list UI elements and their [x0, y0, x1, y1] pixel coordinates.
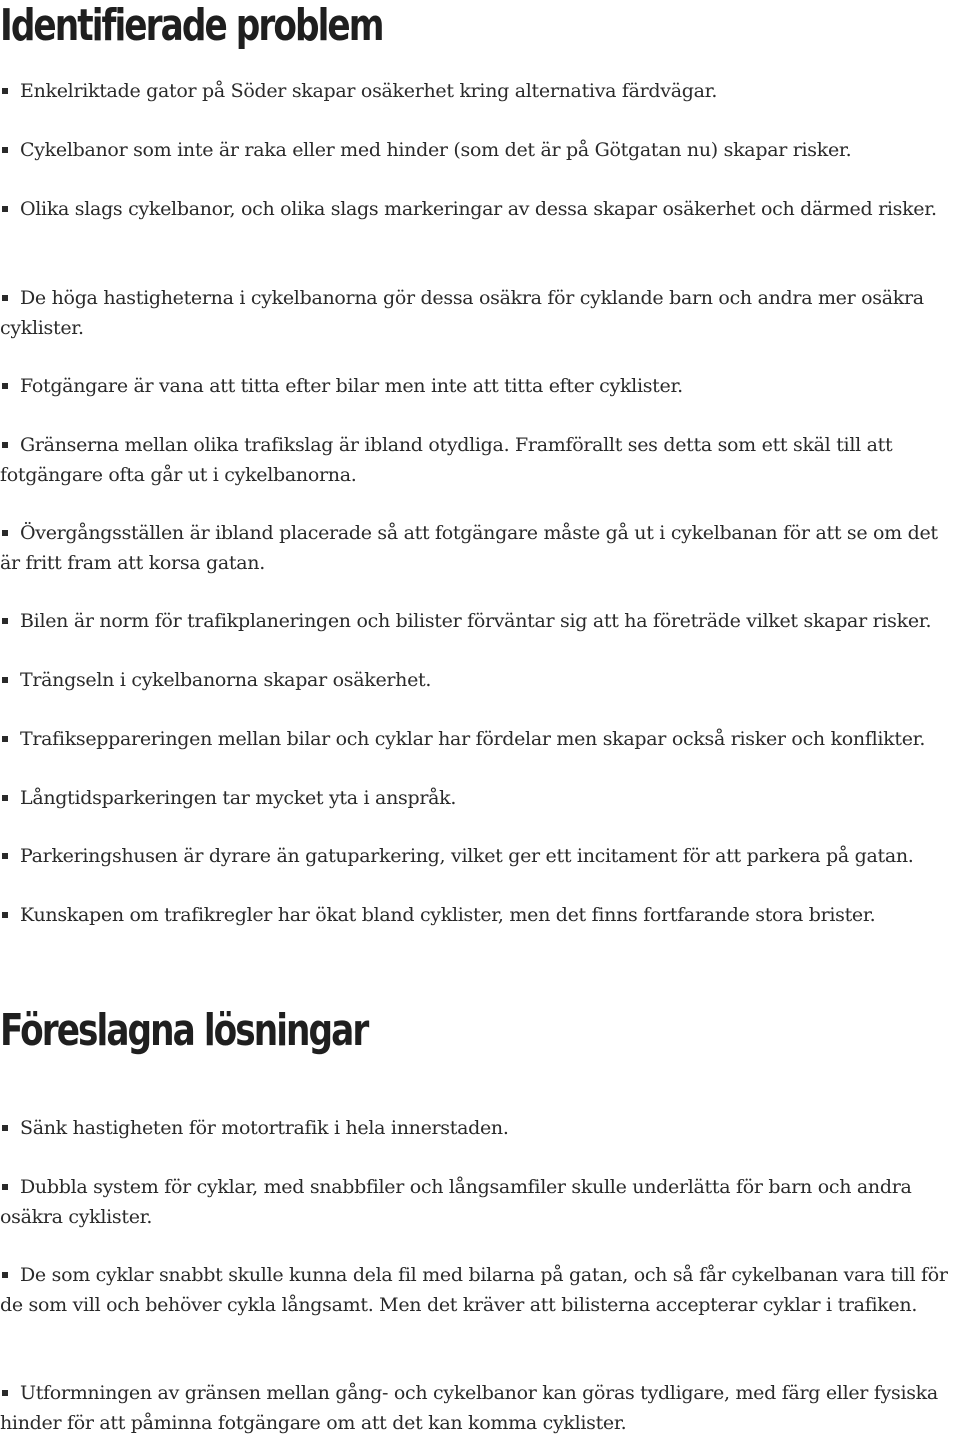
list-item-text: Dubbla system för cyklar, med snabbfiler och långsamfiler skulle underlätta för barn och andra osäkra cyklister. [0, 1176, 912, 1228]
list-item [0, 1379, 960, 1438]
bullet-icon [2, 206, 8, 212]
list-item-text: Parkeringshusen är dyrare än gatuparkering, vilket ger ett incitament för att parkera på gatan. [20, 845, 914, 867]
list-item [0, 725, 960, 755]
bullet-icon [2, 618, 8, 624]
list-item-text: De höga hastigheterna i cykelbanorna gör dessa osäkra för cyklande barn och andra mer osäkra cyklister. [0, 287, 924, 339]
bullet-icon [2, 677, 8, 683]
list-item [0, 431, 960, 490]
bullet-icon [2, 853, 8, 859]
list-item [0, 1173, 960, 1232]
bullet-icon [2, 1125, 8, 1131]
bullet-icon [2, 442, 8, 448]
list-item-text: Bilen är norm för trafikplaneringen och bilister förväntar sig att ha företräde vilket skapar risker. [20, 610, 932, 632]
bullet-icon [2, 147, 8, 153]
section-heading-problems: Identifierade problem [0, 0, 383, 51]
bullet-icon [2, 295, 8, 301]
bullet-icon [2, 88, 8, 94]
bullet-icon [2, 1184, 8, 1190]
list-item-text: Övergångsställen är ibland placerade så att fotgängare måste gå ut i cykelbanan för att se om det är fritt fram att korsa gatan. [0, 522, 938, 574]
list-item-text: Utformningen av gränsen mellan gång- och cykelbanor kan göras tydligare, med färg eller fysiska hinder för att påminna fotgängare om att det kan komma cyklister. [0, 1382, 938, 1434]
list-item-text: Kunskapen om trafikregler har ökat bland cyklister, men det finns fortfarande stora brister. [20, 904, 876, 926]
list-item-text: De som cyklar snabbt skulle kunna dela fil med bilarna på gatan, och så får cykelbanan vara till för de som vill och behöver cykla långsamt. Men det kräver att bilisterna accepterar cyklar i trafiken. [0, 1264, 948, 1316]
bullet-icon [2, 795, 8, 801]
bullet-icon [2, 383, 8, 389]
list-item [0, 842, 960, 872]
list-item-text: Trafikseppareringen mellan bilar och cyklar har fördelar men skapar också risker och konflikter. [20, 728, 926, 750]
list-item [0, 77, 960, 107]
list-item-text: Långtidsparkeringen tar mycket yta i anspråk. [20, 787, 457, 809]
list-item [0, 519, 960, 578]
list-item-text: Sänk hastigheten för motortrafik i hela innerstaden. [20, 1117, 509, 1139]
bullet-icon [2, 736, 8, 742]
list-item [0, 372, 960, 402]
list-item-text: Gränserna mellan olika trafikslag är ibland otydliga. Framförallt ses detta som ett skäl till att fotgängare ofta går ut i cykelbanorna. [0, 434, 893, 486]
list-item-text: Cykelbanor som inte är raka eller med hinder (som det är på Götgatan nu) skapar risker. [20, 139, 852, 161]
list-item-text: Trängseln i cykelbanorna skapar osäkerhet. [20, 669, 432, 691]
bullet-icon [2, 1390, 8, 1396]
bullet-icon [2, 1272, 8, 1278]
list-item-text: Fotgängare är vana att titta efter bilar men inte att titta efter cyklister. [20, 375, 683, 397]
section-heading-solutions: Föreslagna lösningar [0, 1005, 368, 1056]
list-item [0, 784, 960, 814]
list-item [0, 1261, 960, 1320]
bullet-icon [2, 530, 8, 536]
list-item [0, 1114, 960, 1144]
list-item-text: Enkelriktade gator på Söder skapar osäkerhet kring alternativa färdvägar. [20, 80, 718, 102]
list-item [0, 607, 960, 637]
list-item [0, 901, 960, 931]
list-item [0, 666, 960, 696]
list-item [0, 136, 960, 166]
bullet-icon [2, 912, 8, 918]
list-item [0, 195, 960, 225]
list-item-text: Olika slags cykelbanor, och olika slags markeringar av dessa skapar osäkerhet och därmed risker. [20, 198, 937, 220]
list-item [0, 284, 960, 343]
